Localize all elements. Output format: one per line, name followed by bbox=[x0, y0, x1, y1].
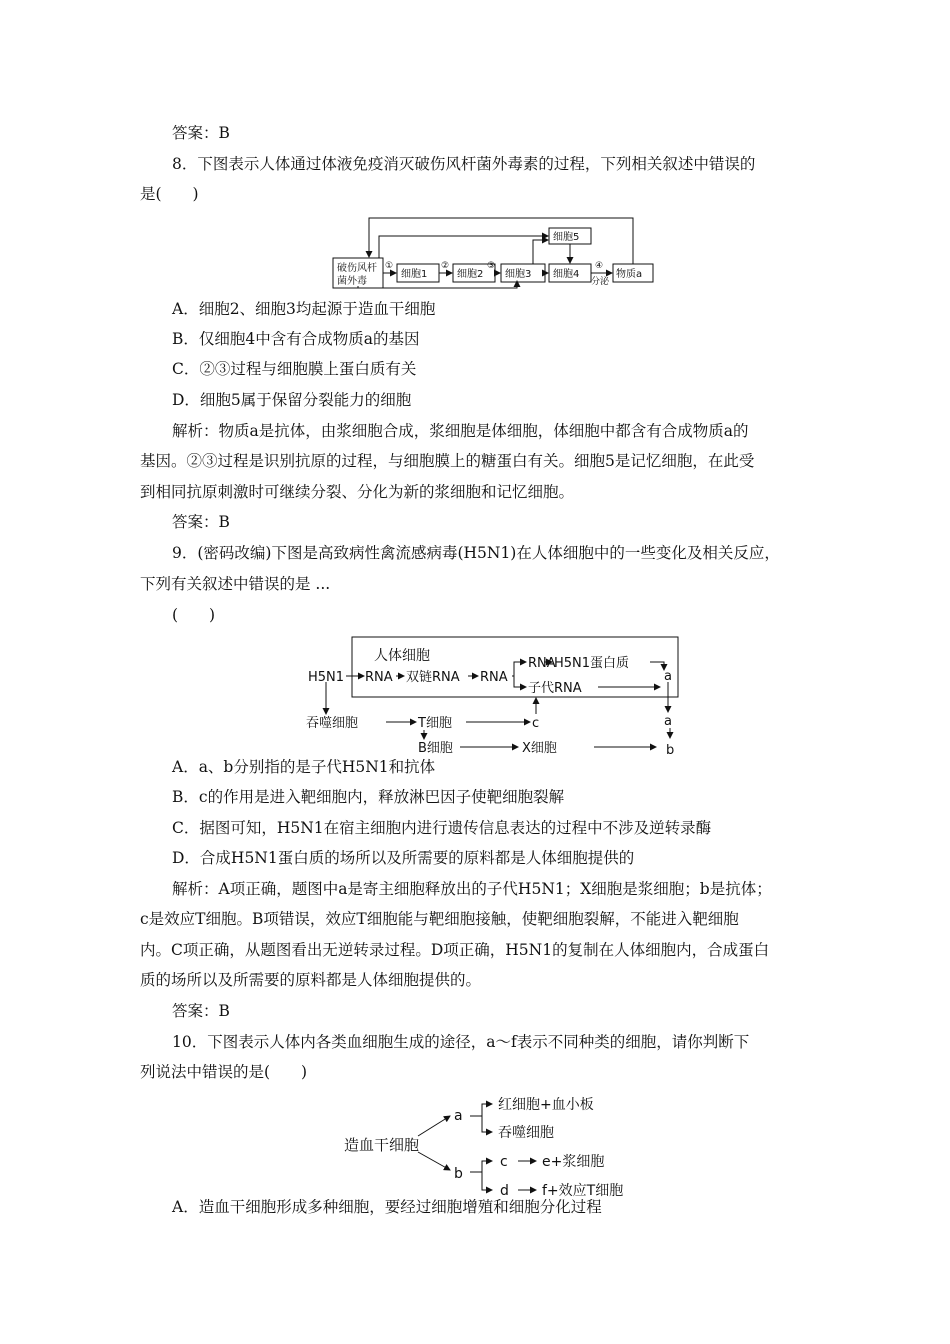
substance-label: 物质a bbox=[616, 269, 643, 280]
q10-hematopoiesis-diagram bbox=[338, 1086, 658, 1202]
x-cell-label: X细胞 bbox=[522, 741, 557, 756]
stem-cell-label: 造血干细胞 bbox=[344, 1136, 420, 1154]
rbc-platelet-label: 红细胞+血小板 bbox=[498, 1097, 594, 1113]
h5n1-label: H5N1 bbox=[308, 670, 345, 685]
cell5-label: 细胞5 bbox=[553, 232, 580, 243]
cell3-label: 细胞3 bbox=[505, 269, 532, 280]
q8-option-b: B．仅细胞4中含有合成物质a的基因 bbox=[172, 330, 420, 348]
rna3-label: RNA bbox=[528, 656, 556, 671]
step3-label: ③ bbox=[487, 261, 496, 271]
step4-label: ④ bbox=[595, 261, 604, 271]
d-label: d bbox=[500, 1183, 509, 1199]
b-cell-label: B细胞 bbox=[418, 741, 453, 756]
q9-option-b: B．c的作用是进入靶细胞内，释放淋巴因子使靶细胞裂解 bbox=[172, 788, 565, 806]
q10-option-a: A．造血干细胞形成多种细胞，要经过细胞增殖和细胞分化过程 bbox=[172, 1198, 602, 1216]
protein-label: H5N1蛋白质 bbox=[554, 656, 630, 671]
q8-option-d: D．细胞5属于保留分裂能力的细胞 bbox=[172, 391, 412, 409]
c-label: c bbox=[532, 716, 540, 731]
q9-blank: ( ) bbox=[172, 606, 216, 624]
q8-answer: 答案：B bbox=[172, 513, 230, 531]
q8-stem: 8．下图表示人体通过体液免疫消灭破伤风杆菌外毒素的过程，下列相关叙述中错误的 bbox=[172, 155, 756, 173]
q8-option-a: A．细胞2、细胞3均起源于造血干细胞 bbox=[172, 300, 436, 318]
q8-analysis-2: 基因。②③过程是识别抗原的过程，与细胞膜上的糖蛋白有关。细胞5是记忆细胞，在此受 bbox=[140, 452, 755, 470]
q9-stem-cont: 下列有关叙述中错误的是 ... bbox=[140, 575, 331, 593]
rna2-label: RNA bbox=[480, 670, 508, 685]
q9-option-d: D．合成H5N1蛋白质的场所以及所需要的原料都是人体细胞提供的 bbox=[172, 849, 635, 867]
q8-immune-diagram bbox=[325, 210, 665, 290]
f-effector-label: f+效应T细胞 bbox=[542, 1183, 624, 1199]
progeny-rna-label: 子代RNA bbox=[528, 681, 582, 696]
cell1-label: 细胞1 bbox=[401, 269, 428, 280]
q9-analysis-3: 内。C项正确，从题图看出无逆转录过程。D项正确，H5N1的复制在人体细胞内，合成蛋白 bbox=[140, 941, 770, 959]
a1-label: a bbox=[664, 669, 672, 684]
q9-option-a: A．a、b分别指的是子代H5N1和抗体 bbox=[172, 758, 436, 776]
q9-option-c: C．据图可知，H5N1在宿主细胞内进行遗传信息表达的过程中不涉及逆转录酶 bbox=[172, 819, 712, 837]
q10-stem-cont: 列说法中错误的是( ) bbox=[140, 1063, 308, 1081]
a2-label: a bbox=[664, 714, 672, 729]
q9-answer: 答案：B bbox=[172, 1002, 230, 1020]
human-cell-box bbox=[352, 637, 678, 697]
q9-analysis-4: 质的场所以及所需要的原料都是人体细胞提供的。 bbox=[140, 971, 482, 989]
human-cell-label: 人体细胞 bbox=[374, 648, 430, 664]
q8-option-c: C．②③过程与细胞膜上蛋白质有关 bbox=[172, 360, 417, 378]
step2-label: ② bbox=[441, 261, 450, 271]
q8-stem-cont: 是( ) bbox=[140, 185, 199, 203]
q9-analysis-2: c是效应T细胞。B项错误，效应T细胞能与靶细胞接触，使靶细胞裂解，不能进入靶细胞 bbox=[140, 910, 739, 928]
b-label: b bbox=[666, 743, 675, 758]
t-cell-label: T细胞 bbox=[418, 716, 452, 731]
q10-stem: 10．下图表示人体内各类血细胞生成的途径，a～f表示不同种类的细胞，请你判断下 bbox=[172, 1033, 750, 1051]
ds-rna-label: 双链RNA bbox=[406, 670, 460, 685]
phagocyte-label: 吞噬细胞 bbox=[498, 1125, 554, 1141]
secrete-label: 分泌 bbox=[591, 277, 610, 287]
step1-label: ① bbox=[385, 261, 394, 271]
a-label: a bbox=[454, 1108, 463, 1124]
e-plasma-label: e+浆细胞 bbox=[542, 1154, 605, 1170]
q7-answer: 答案：B bbox=[172, 124, 230, 142]
toxin-label-2: 菌外毒 bbox=[337, 276, 367, 287]
q8-analysis-3: 到相同抗原刺激时可继续分裂、分化为新的浆细胞和记忆细胞。 bbox=[140, 483, 575, 501]
b-label: b bbox=[454, 1166, 463, 1182]
c-label: c bbox=[500, 1154, 508, 1170]
q9-stem: 9．(密码改编)下图是高致病性禽流感病毒(H5N1)在人体细胞中的一些变化及相关反应， bbox=[172, 544, 780, 562]
rna1-label: RNA bbox=[365, 670, 393, 685]
q9-analysis-1: 解析：A项正确，题图中a是寄主细胞释放出的子代H5N1；X细胞是浆细胞；b是抗体； bbox=[172, 880, 772, 898]
toxin-label-1: 破伤风杆 bbox=[337, 263, 377, 274]
q8-analysis-1: 解析：物质a是抗体，由浆细胞合成，浆细胞是体细胞，体细胞中都含有合成物质a的 bbox=[172, 422, 749, 440]
q9-virus-diagram bbox=[300, 632, 690, 760]
cell4-label: 细胞4 bbox=[553, 269, 580, 280]
phagocyte-label: 吞噬细胞 bbox=[306, 716, 359, 731]
cell2-label: 细胞2 bbox=[457, 269, 484, 280]
